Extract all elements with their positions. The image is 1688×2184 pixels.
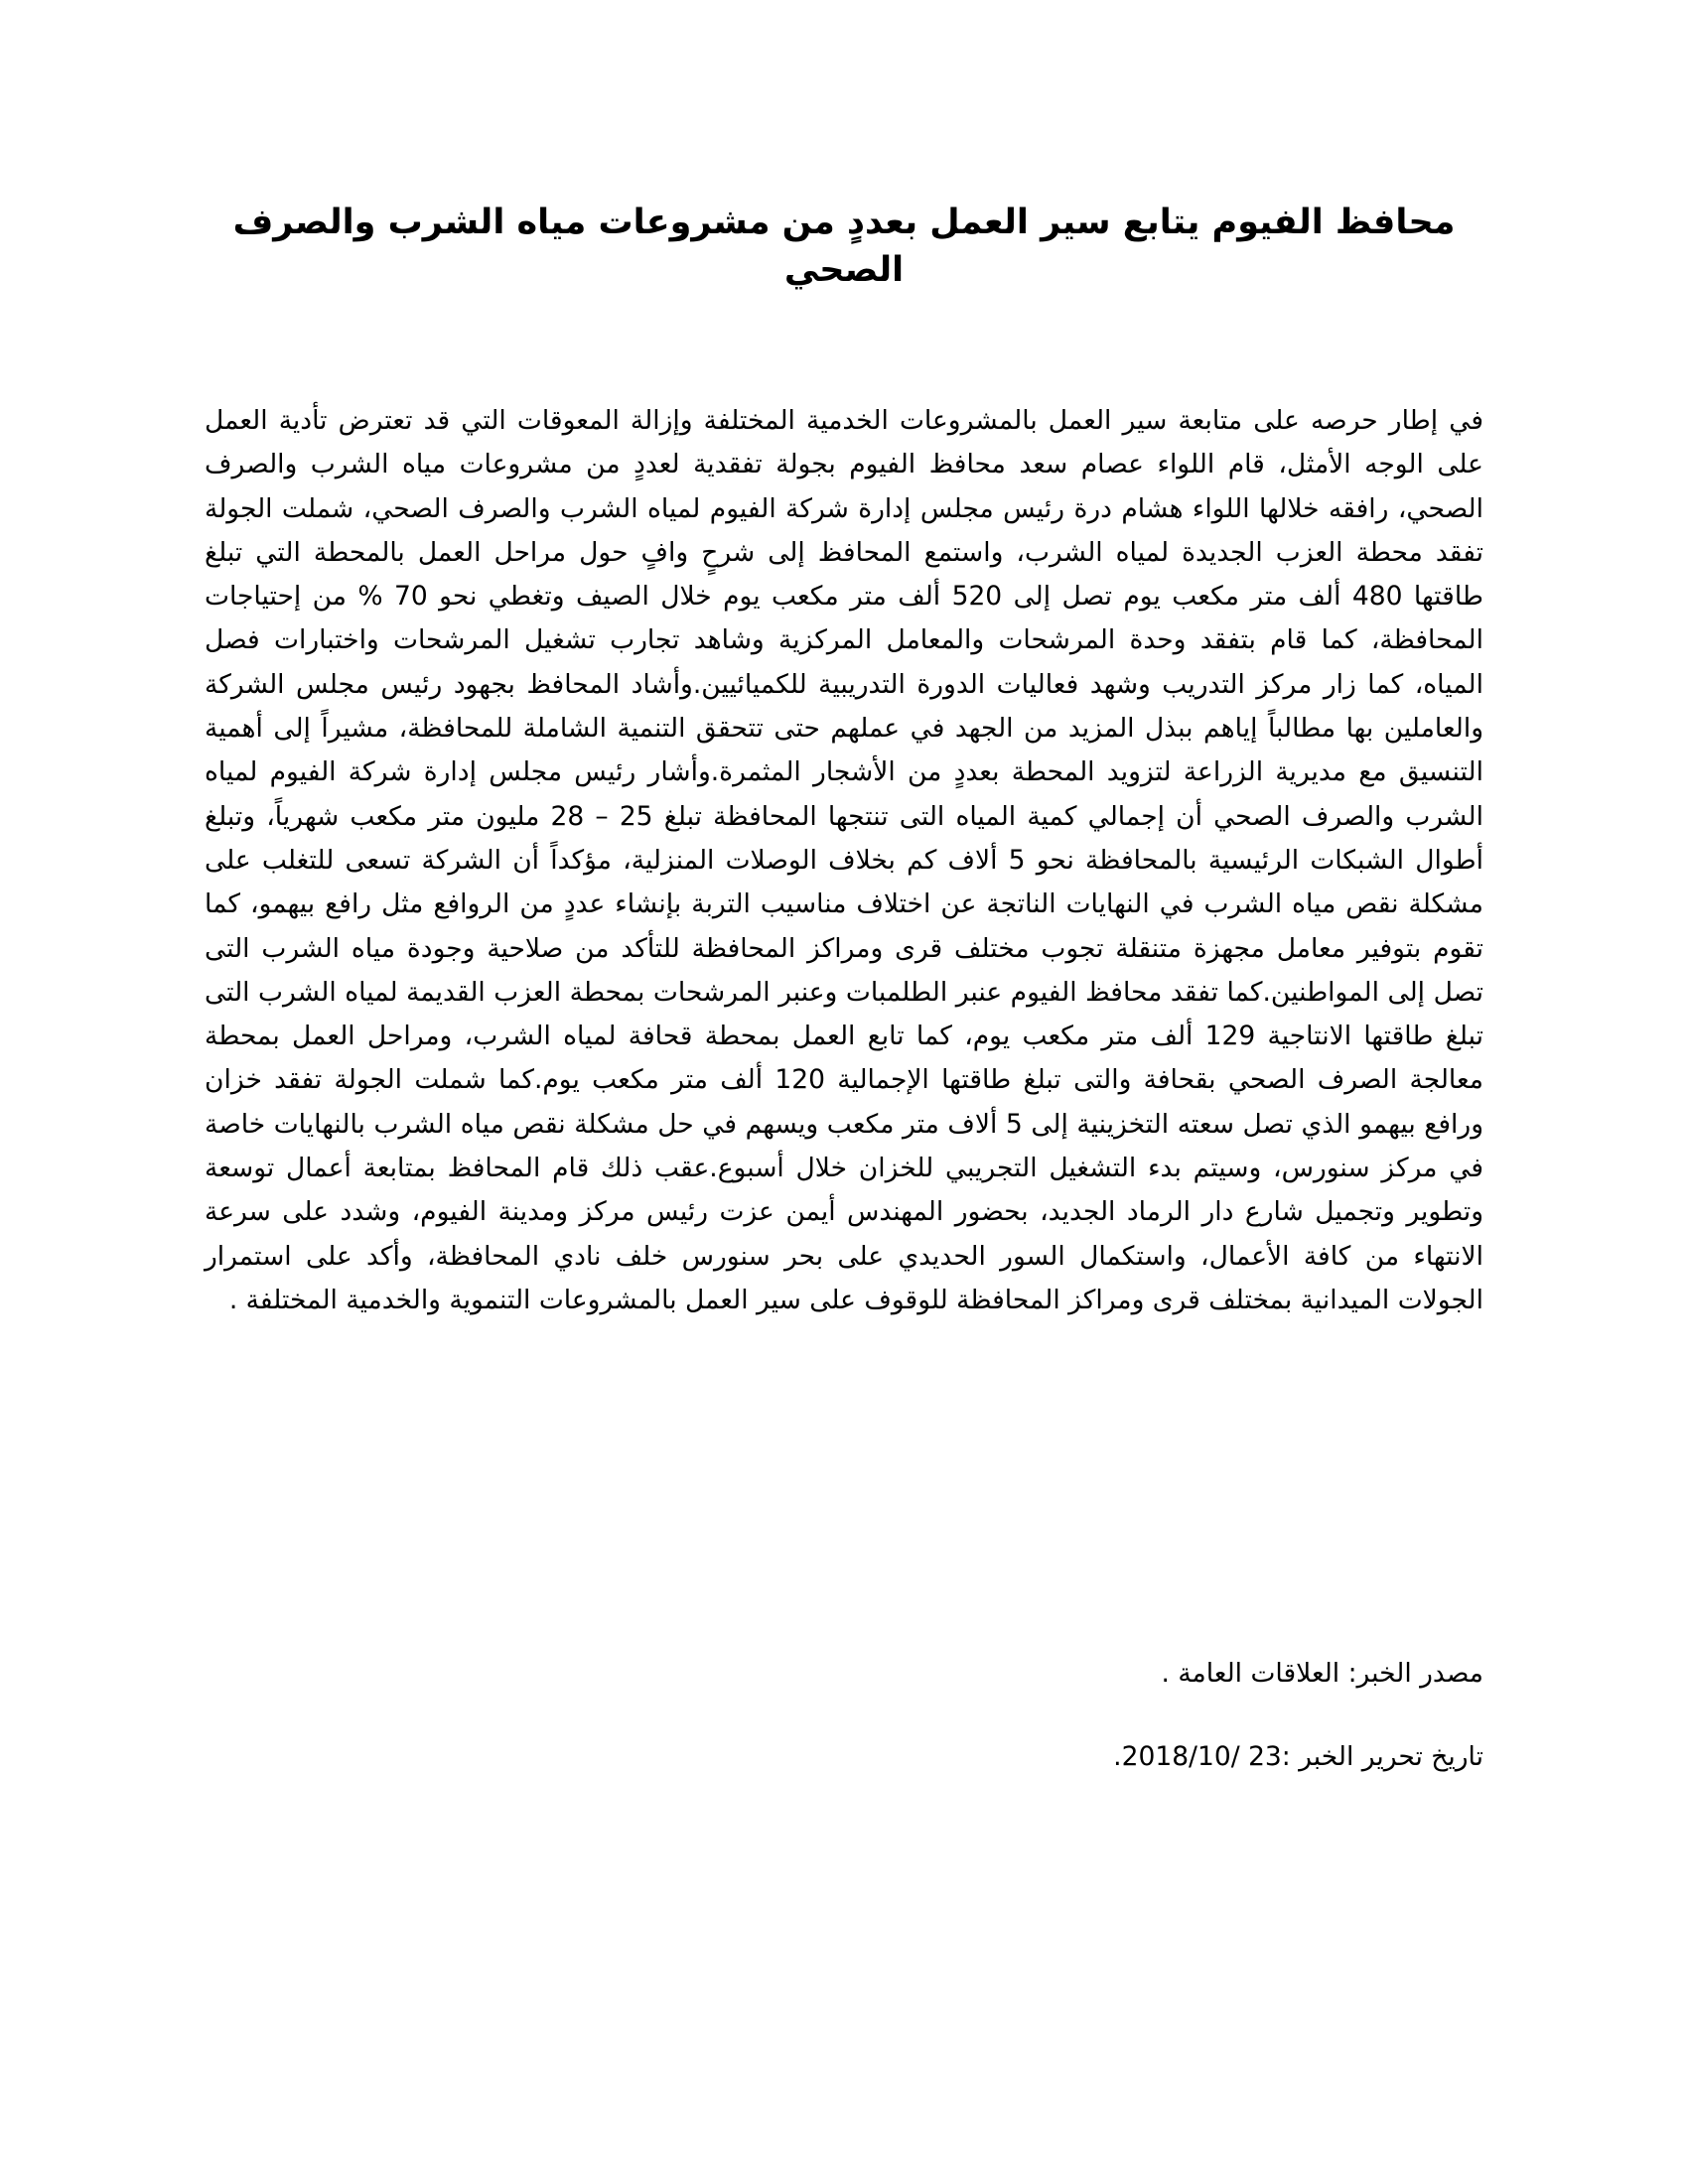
news-source-line: مصدر الخبر: العلاقات العامة . [1161,1658,1483,1689]
article-body: في إطار حرصه على متابعة سير العمل بالمشروعات الخدمية المختلفة وإزالة المعوقات التي قد تعترض تأدية العمل على الوجه الأمثل، قام اللواء عصام سعد محافظ الفيوم بجولة تفقدية لعددٍ من مشروعات مياه الشرب والصرف الصحي، رافقه خلالها اللواء هشام درة رئيس مجلس إدارة شركة الفيوم لمياه الشرب والصرف الصحي، شملت الجولة تفقد محطة العزب الجديدة لمياه الشرب، واستمع المحافظ إلى شرحٍ وافٍ حول مراحل العمل بالمحطة التي تبلغ طاقتها 480 ألف متر مكعب يوم تصل إلى 520 ألف متر مكعب يوم خلال الصيف وتغطي نحو 70 % من إحتياجات المحافظة، كما قام بتفقد وحدة المرشحات والمعامل المركزية وشاهد تجارب تشغيل المرشحات واختبارات فصل المياه، كما زار مركز التدريب وشهد فعاليات الدورة التدريبية للكميائيين.وأشاد المحافظ بجهود رئيس مجلس الشركة والعاملين بها مطالباً إياهم ببذل المزيد من الجهد في عملهم حتى تتحقق التنمية الشاملة للمحافظة، مشيراً إلى أهمية التنسيق مع مديرية الزراعة لتزويد المحطة بعددٍ من الأشجار المثمرة.وأشار رئيس مجلس إدارة شركة الفيوم لمياه الشرب والصرف الصحي أن إجمالي كمية المياه التى تنتجها المحافظة تبلغ 25 – 28 مليون متر مكعب شهرياً، وتبلغ أطوال الشبكات الرئيسية بالمحافظة نحو 5 ألاف كم بخلاف الوصلات المنزلية، مؤكداً أن الشركة تسعى للتغلب على مشكلة نقص مياه الشرب في النهايات الناتجة عن اختلاف مناسيب التربة بإنشاء عددٍ من الروافع مثل رافع بيهمو، كما تقوم بتوفير معامل مجهزة متنقلة تجوب مختلف قرى ومراكز المحافظة للتأكد من صلاحية وجودة مياه الشرب التى تصل إلى المواطنين.كما تفقد محافظ الفيوم عنبر الطلمبات وعنبر المرشحات بمحطة العزب القديمة لمياه الشرب التى تبلغ طاقتها الانتاجية 129 ألف متر مكعب يوم، كما تابع العمل بمحطة قحافة لمياه الشرب، ومراحل العمل بمحطة معالجة الصرف الصحي بقحافة والتى تبلغ طاقتها الإجمالية 120 ألف متر مكعب يوم.كما شملت الجولة تفقد خزان ورافع بيهمو الذي تصل سعته التخزينية إلى 5 ألاف متر مكعب ويسهم في حل مشكلة نقص مياه الشرب بالنهايات خاصة في مركز سنورس، وسيتم بدء التشغيل التجريبي للخزان خلال أسبوع.عقب ذلك قام المحافظ بمتابعة أعمال توسعة وتطوير وتجميل شارع دار الرماد الجديد، بحضور المهندس أيمن عزت رئيس مركز ومدينة الفيوم، وشدد على سرعة الانتهاء من كافة الأعمال، واستكمال السور الحديدي على بحر سنورس خلف نادي المحافظة، وأكد على استمرار الجولات الميدانية بمختلف قرى ومراكز المحافظة للوقوف على سير العمل بالمشروعات التنموية والخدمية المختلفة . [205,405,1483,1315]
article-title: محافظ الفيوم يتابع سير العمل بعددٍ من مشروعات مياه الشرب والصرف الصحي [232,203,1456,290]
edit-date-line: تاريخ تحرير الخبر :23 /2018/10. [1113,1741,1483,1772]
